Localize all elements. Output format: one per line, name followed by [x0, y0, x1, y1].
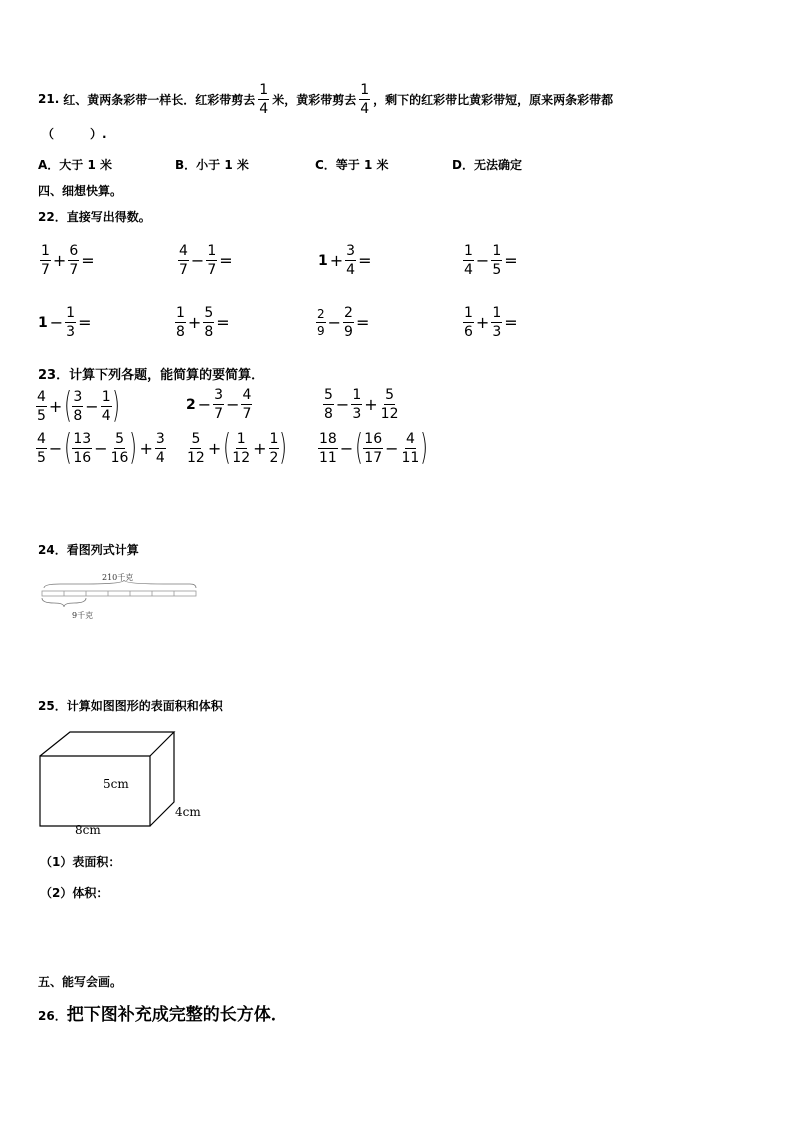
cuboid-width-label: 4cm — [175, 805, 201, 819]
q21-fraction-2: $\frac{1}{4}$ — [360, 81, 370, 117]
q22-item-2: $\frac{4}{7}$ − $\frac{1}{7}$ = — [179, 243, 233, 278]
fraction: $\frac{1}{12}$ — [232, 430, 251, 466]
q26-line — [38, 1000, 288, 1025]
section-5-heading: 五、能写会画。 — [38, 975, 123, 989]
q21-fraction-1: $\frac{1}{4}$ — [259, 81, 269, 117]
section-4-heading: 四、细想快算。 — [38, 184, 123, 198]
fraction: $\frac{4}{7}$ — [242, 387, 252, 422]
q22-item-6: $\frac{1}{8}$ + $\frac{5}{8}$ = — [176, 305, 230, 340]
fraction: $\frac{13}{16}$ — [73, 430, 92, 466]
fraction: $\frac{6}{7}$ — [69, 243, 79, 278]
q23-title: 23．计算下列各题，能简算的要简算． — [38, 368, 265, 383]
fraction: $\frac{5}{8}$ — [324, 387, 333, 422]
q26-number: 26． — [38, 1009, 67, 1023]
fraction: $\frac{1}{7}$ — [41, 243, 50, 278]
fraction: $\frac{4}{11}$ — [401, 430, 420, 466]
fraction: $\frac{3}{4}$ — [346, 243, 356, 278]
q21-option-d: D．无法确定 — [452, 158, 522, 172]
q21-answer-blank: （ ）. — [42, 127, 107, 141]
q22-item-8: $\frac{1}{6}$ + $\frac{1}{3}$ = — [464, 305, 518, 340]
q25-part-2-label: （2）体积： — [40, 886, 109, 900]
fraction: $\frac{1}{6}$ — [464, 305, 473, 340]
fraction: $\frac{4}{7}$ — [179, 243, 188, 278]
q22-item-3: 1 + $\frac{3}{4}$ = — [318, 243, 372, 278]
fraction: $\frac{1}{5}$ — [492, 243, 502, 278]
q24-total-label: 210千克 — [102, 573, 134, 582]
q21-option-c: C．等于 1 米 — [315, 158, 389, 172]
q23-expression-4: $\frac{4}{5}$ − ( $\frac{13}{16}$ − $\frac{5}{16}$ ) + $\frac{3}{4}$ — [37, 427, 165, 468]
q21-option-a: A．大于 1 米 — [38, 158, 112, 172]
q21-number: 21. — [38, 92, 60, 106]
fraction: $\frac{1}{3}$ — [492, 305, 502, 340]
fraction: $\frac{5}{8}$ — [204, 305, 214, 340]
fraction: $\frac{18}{11}$ — [319, 430, 337, 466]
q25-cuboid-figure — [36, 728, 226, 838]
fraction: $\frac{4}{5}$ — [37, 388, 46, 424]
q21-text-1: 红、黄两条彩带一样长．红彩带剪去 — [63, 92, 256, 107]
cuboid-length-label: 8cm — [75, 823, 101, 837]
fraction: $\frac{5}{12}$ — [380, 387, 399, 422]
q23-expression-1: $\frac{4}{5}$ + ( $\frac{3}{8}$ − $\frac{1}{4}$ ) — [37, 385, 120, 426]
q21-text-3: ，剩下的红彩带比黄彩带短，原来两条彩带都 — [373, 92, 614, 107]
fraction: $\frac{3}{4}$ — [155, 430, 165, 466]
fraction: $\frac{1}{2}$ — [269, 430, 279, 466]
q22-item-7: $\frac{2}{9}$ − $\frac{2}{9}$ = — [317, 305, 370, 340]
fraction: $\frac{3}{8}$ — [73, 388, 83, 424]
q24-segment-diagram — [40, 572, 200, 622]
fraction: $\frac{5}{12}$ — [187, 430, 205, 466]
cuboid-height-label: 5cm — [103, 777, 129, 791]
fraction: $\frac{2}{9}$ — [344, 305, 353, 340]
q23-expression-2: 2 − $\frac{3}{7}$ − $\frac{4}{7}$ — [186, 387, 252, 422]
q24-part-label: 9千克 — [72, 611, 94, 620]
q26-text: 把下图补充成完整的长方体． — [66, 1005, 288, 1025]
fraction: $\frac{4}{5}$ — [37, 430, 46, 466]
fraction: $\frac{5}{16}$ — [110, 430, 129, 466]
q21-text-2: 米，黄彩带剪去 — [272, 92, 357, 107]
fraction: $\frac{1}{4}$ — [101, 388, 111, 424]
q22-item-1: $\frac{1}{7}$ + $\frac{6}{7}$ = — [41, 243, 95, 278]
q21-option-b: B．小于 1 米 — [175, 158, 249, 172]
fraction: $\frac{2}{9}$ — [317, 307, 325, 338]
q23-expression-5: $\frac{5}{12}$ + ( $\frac{1}{12}$ + $\frac{1}{2}$ ) — [187, 427, 288, 468]
q24-title: 24．看图列式计算 — [38, 543, 139, 557]
q25-part-1-label: （1）表面积： — [40, 855, 121, 869]
fraction: $\frac{3}{7}$ — [214, 387, 224, 422]
cuboid-graphic — [36, 728, 226, 838]
q23-expression-6: $\frac{18}{11}$ − ( $\frac{16}{17}$ − $\frac{4}{11}$ ) — [319, 427, 429, 468]
q22-item-4: $\frac{1}{4}$ − $\frac{1}{5}$ = — [464, 243, 518, 278]
fraction: $\frac{1}{4}$ — [464, 243, 473, 278]
fraction: $\frac{16}{17}$ — [364, 430, 383, 466]
fraction: $\frac{1}{8}$ — [176, 305, 185, 340]
q25-title: 25．计算如图图形的表面积和体积 — [38, 699, 223, 713]
fraction: $\frac{1}{7}$ — [207, 243, 217, 278]
q23-expression-3: $\frac{5}{8}$ − $\frac{1}{3}$ + $\frac{5}{12}$ — [324, 387, 399, 422]
q21-line1 — [38, 82, 613, 116]
q22-title: 22．直接写出得数。 — [38, 210, 151, 224]
fraction: $\frac{1}{3}$ — [352, 387, 362, 422]
fraction: $\frac{1}{3}$ — [66, 305, 76, 340]
q22-item-5: 1 − $\frac{1}{3}$ = — [38, 305, 92, 340]
